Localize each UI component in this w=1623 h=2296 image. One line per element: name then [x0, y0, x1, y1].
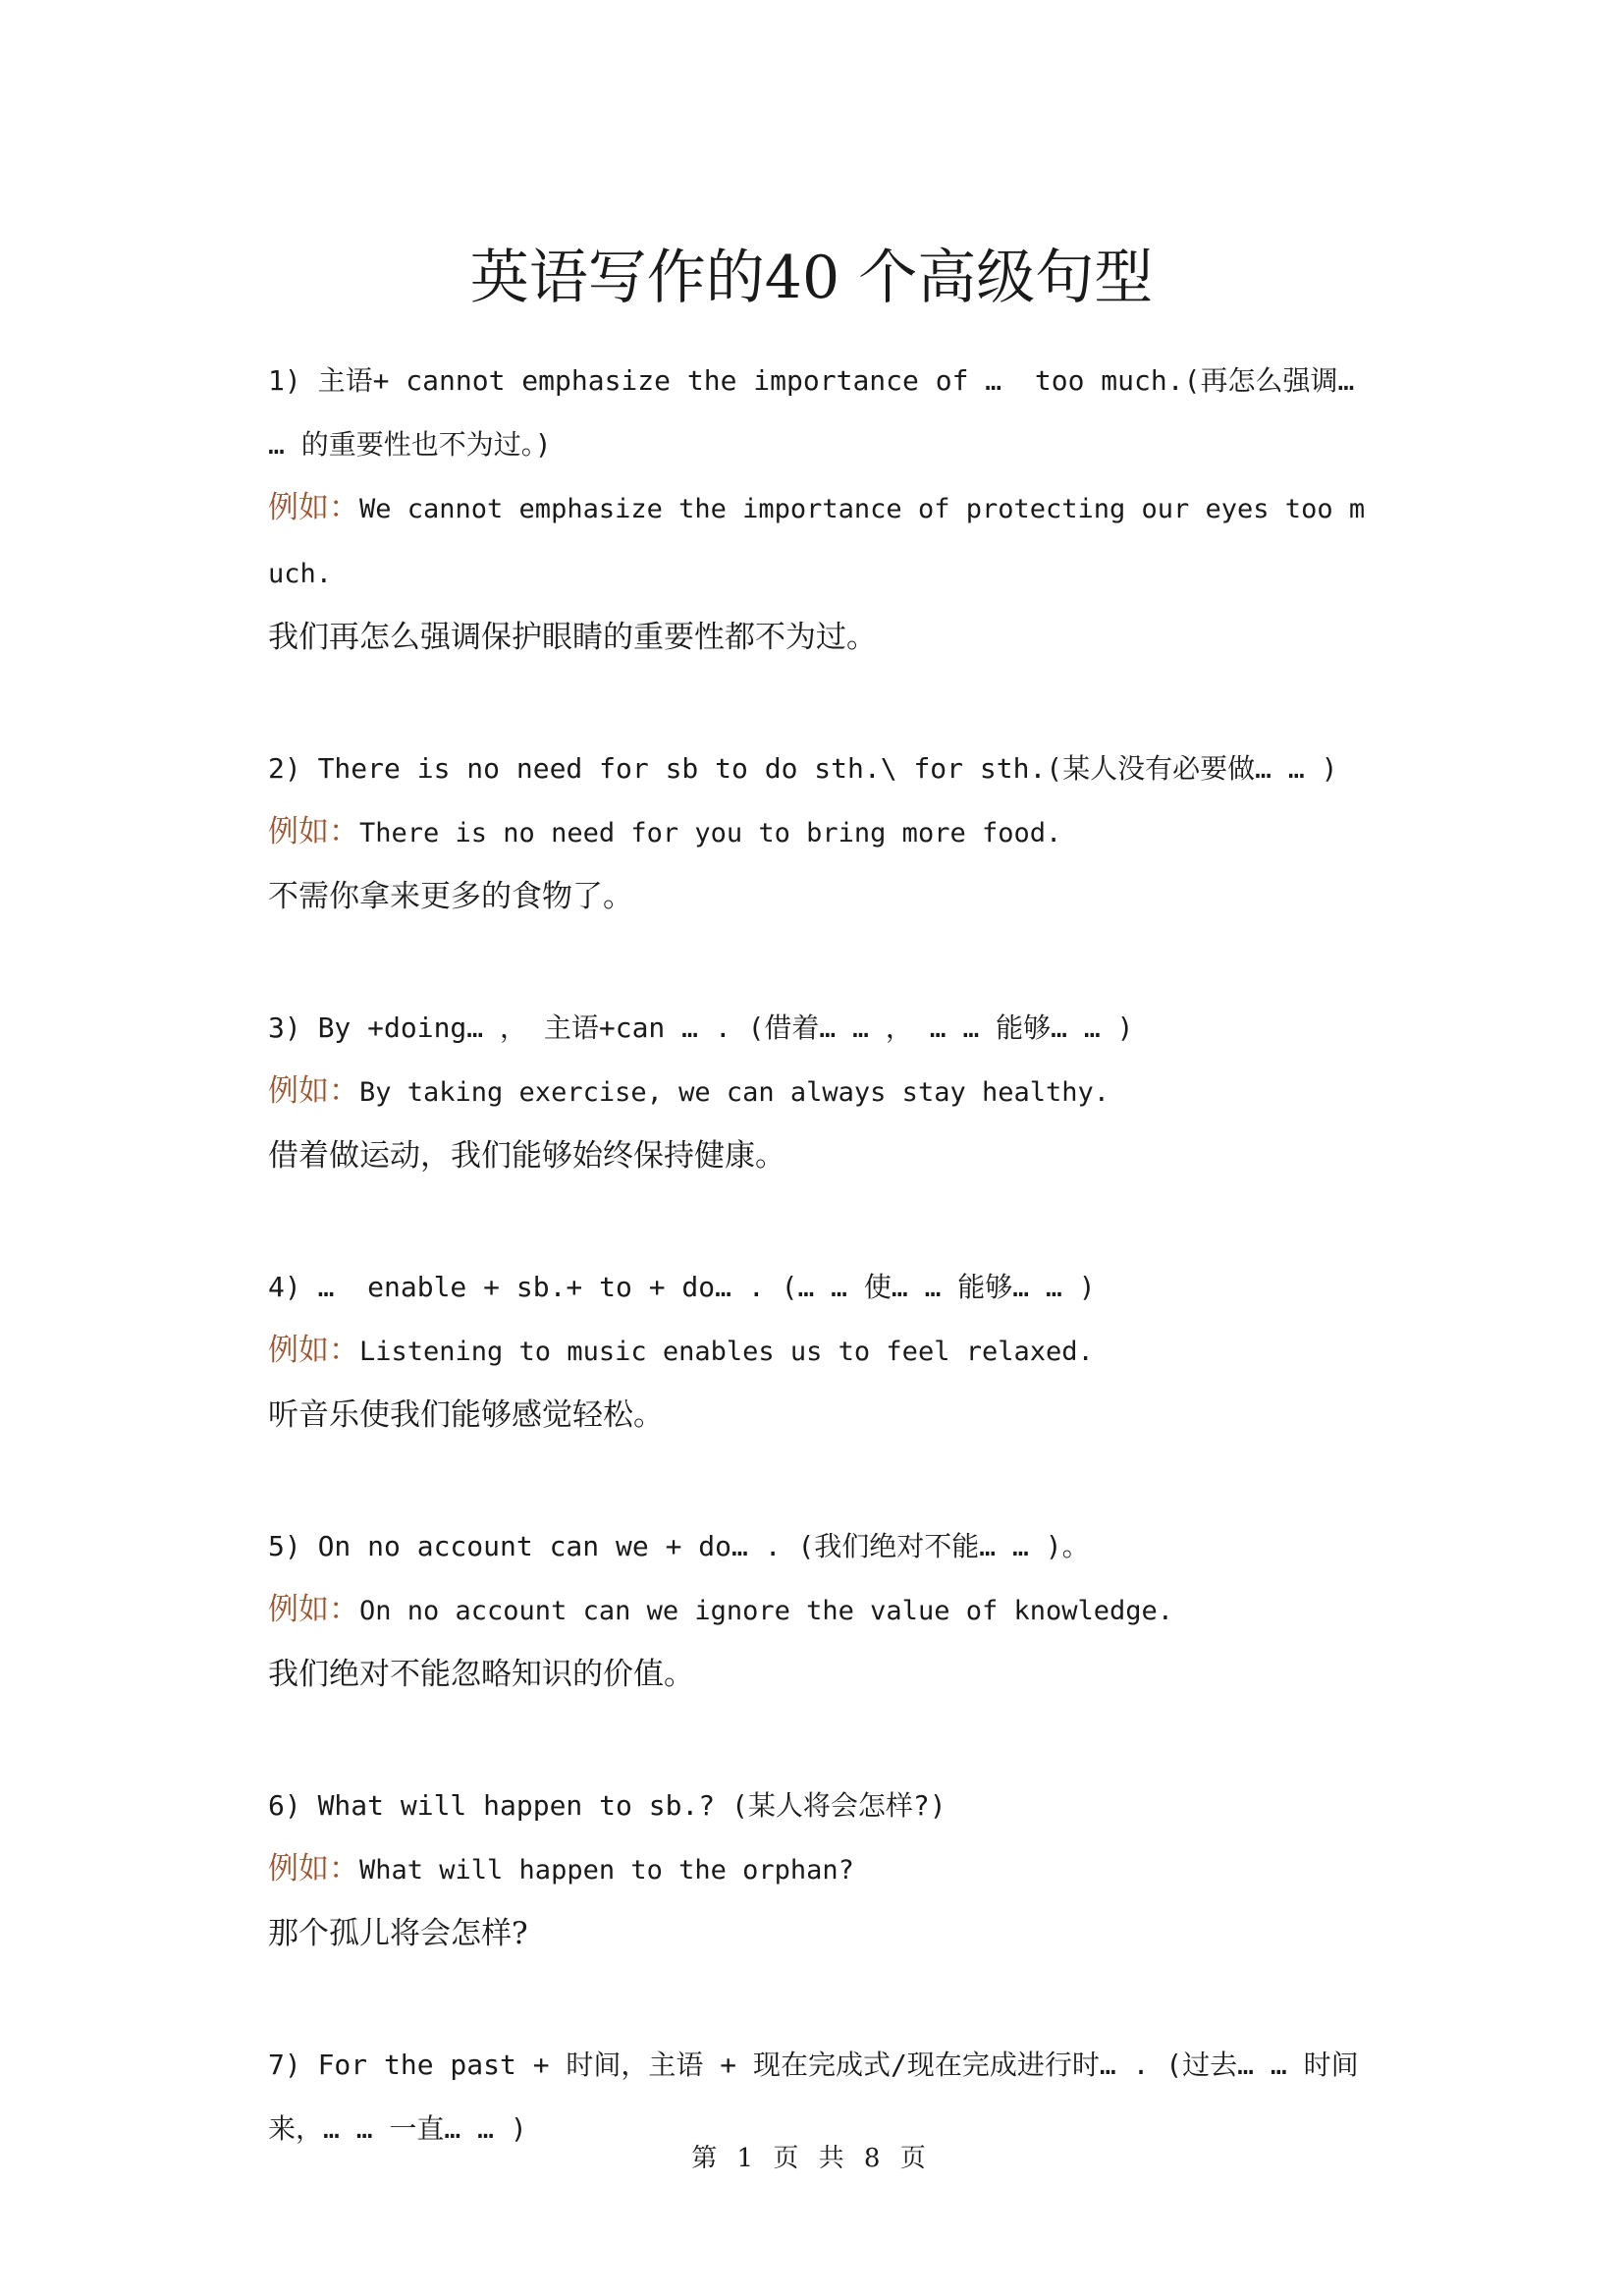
page-title: 英语写作的40 个高级句型	[469, 244, 1154, 313]
example-sentence: We cannot emphasize the importance of protecting our eyes too much.	[268, 494, 1366, 589]
pattern-entry-1	[268, 349, 1378, 670]
example-sentence: Listening to music enables us to feel relaxed.	[359, 1337, 1094, 1367]
pattern-text: 7) For the past + 时间，主语 + 现在完成式/现在完成进行时… . (过去… … 时间来，… … 一直… … )	[268, 2049, 1359, 2145]
example-sentence: By taking exercise, we can always stay healthy.	[359, 1077, 1110, 1108]
example-sentence: What will happen to the orphan?	[359, 1855, 854, 1886]
example-label: 例如：	[268, 1592, 359, 1627]
pattern-text: 1) 主语+ cannot emphasize the importance of … too much.(再怎么强调… … 的重要性也不为过。)	[268, 364, 1372, 461]
pattern-text: 6) What will happen to sb.? (某人将会怎样?)	[268, 1789, 947, 1822]
translation-text: 我们再怎么强调保护眼睛的重要性都不为过。	[268, 620, 877, 655]
example-line	[268, 1578, 1378, 1643]
translation-text: 听音乐使我们能够感觉轻松。	[268, 1397, 664, 1433]
example-label: 例如：	[268, 1073, 359, 1109]
translation-text: 不需你拿来更多的食物了。	[268, 879, 633, 914]
pattern-entry-5	[268, 1514, 1378, 1707]
example-sentence: There is no need for you to bring more food.	[359, 818, 1062, 848]
page-number-footer: 第 1 页 共 8 页	[691, 2144, 932, 2173]
example-line	[268, 1060, 1378, 1124]
pattern-entry-2	[268, 737, 1378, 929]
pattern-text: 3) By +doing… ， 主语+can … . (借着… … ， … … 能够… … )	[268, 1011, 1134, 1044]
example-label: 例如：	[268, 1333, 359, 1368]
sentence-pattern-list	[268, 349, 1378, 2160]
pattern-entry-4	[268, 1255, 1378, 1448]
pattern-entry-6	[268, 1774, 1378, 1966]
translation-text: 借着做运动，我们能够始终保持健康。	[268, 1138, 785, 1174]
pattern-entry-3	[268, 996, 1378, 1188]
example-line	[268, 800, 1378, 865]
pattern-text: 2) There is no need for sb to do sth.\ for sth.(某人没有必要做… … )	[268, 752, 1338, 785]
example-sentence: On no account can we ignore the value of knowledge.	[359, 1596, 1174, 1626]
example-line	[268, 476, 1378, 606]
pattern-text: 5) On no account can we + do… . (我们绝对不能… … )。	[268, 1530, 1090, 1562]
translation-text: 我们绝对不能忽略知识的价值。	[268, 1657, 694, 1692]
example-line	[268, 1319, 1378, 1384]
example-label: 例如：	[268, 814, 359, 849]
pattern-text: 4) … enable + sb.+ to + do… . (… … 使… … 能够… … )	[268, 1271, 1096, 1303]
example-label: 例如：	[268, 1851, 359, 1886]
example-line	[268, 1837, 1378, 1902]
translation-text: 那个孤儿将会怎样?	[268, 1916, 528, 1951]
example-label: 例如：	[268, 490, 359, 525]
